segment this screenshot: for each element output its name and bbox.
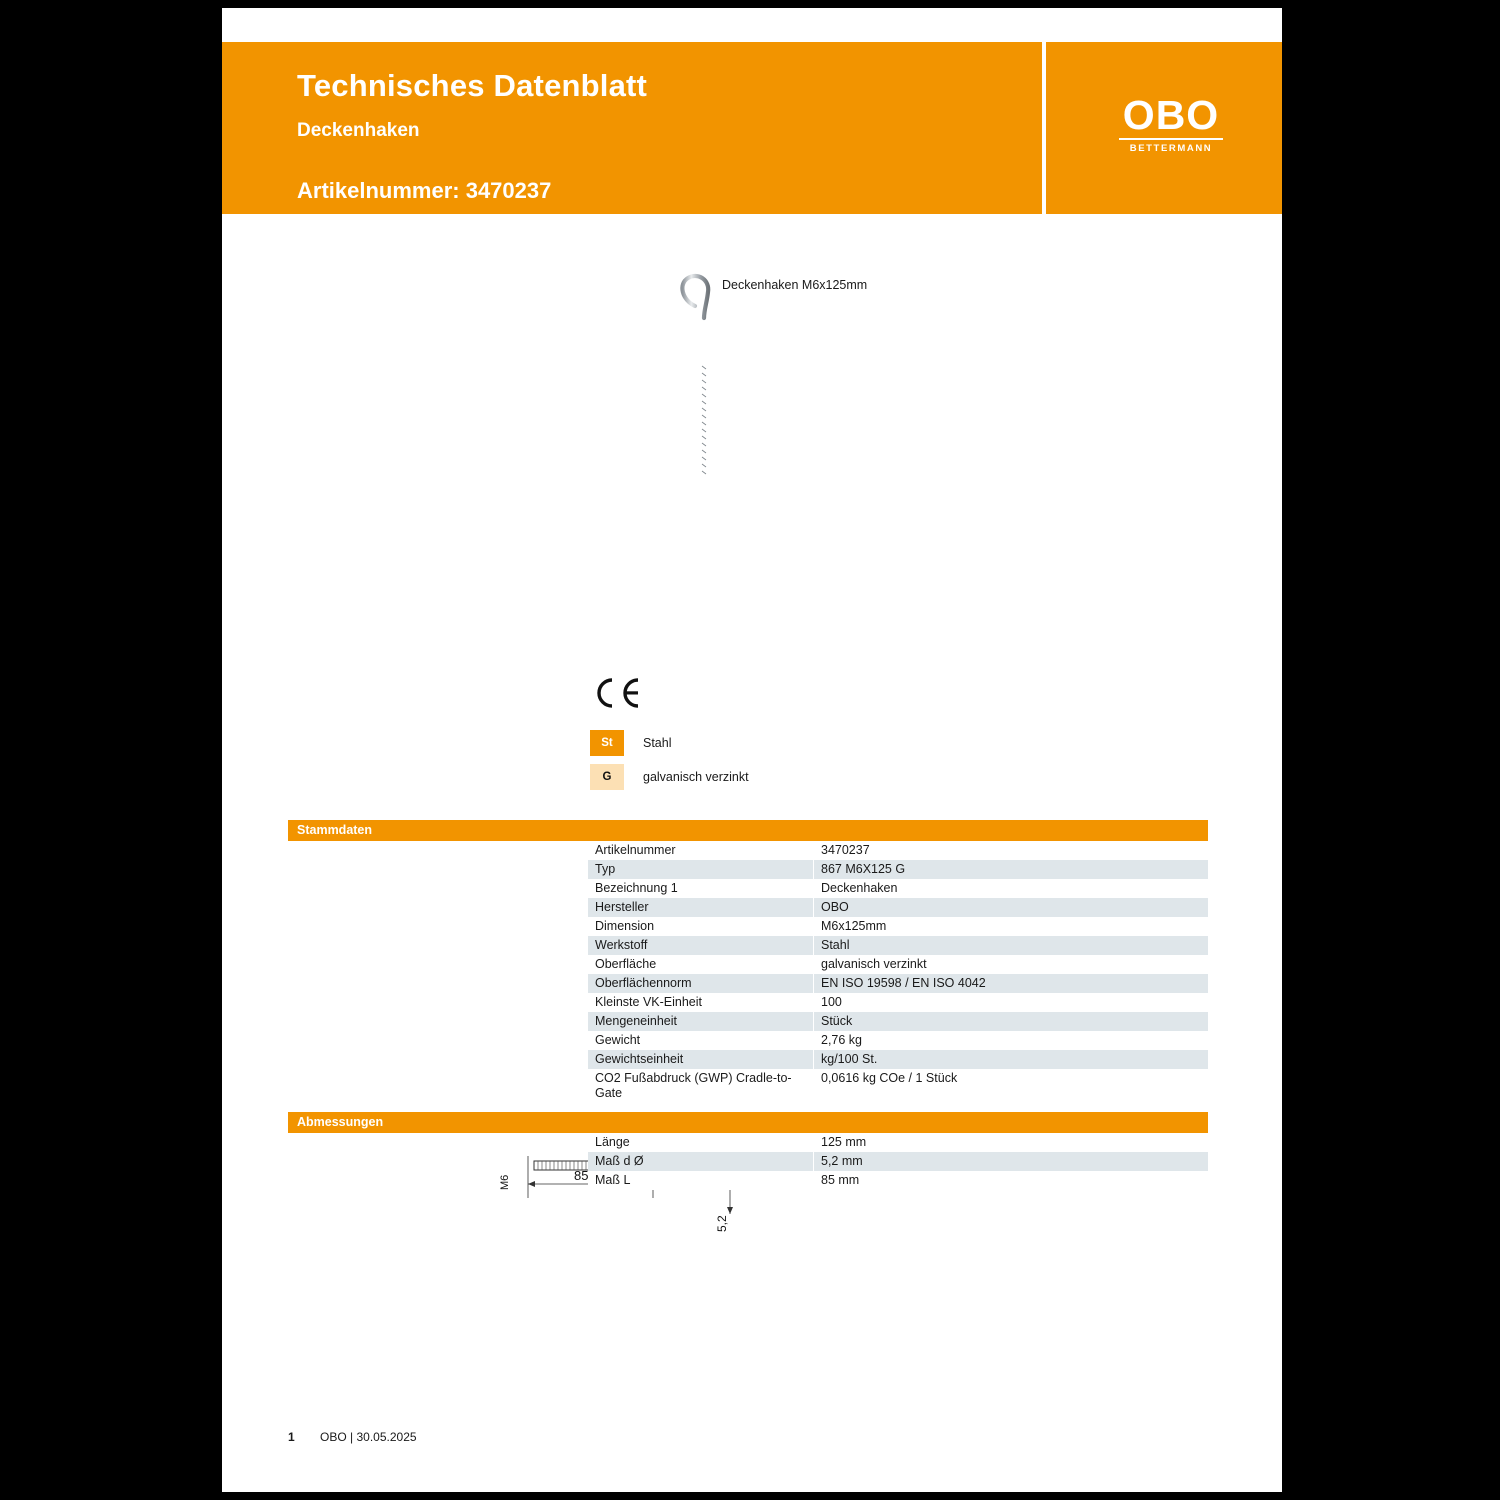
row-value: 0,0616 kg COe / 1 Stück (814, 1069, 1209, 1103)
row-value: EN ISO 19598 / EN ISO 4042 (814, 974, 1209, 993)
svg-text:85: 85 (574, 1168, 589, 1183)
section-header-abmessungen: Abmessungen (288, 1112, 1208, 1133)
table-row (588, 898, 1208, 917)
surface-badge-g-label: galvanisch verzinkt (643, 770, 749, 784)
row-key: CO2 Fußabdruck (GWP) Cradle-to-Gate (588, 1069, 814, 1103)
footer-info: OBO | 30.05.2025 (320, 1430, 417, 1444)
row-value: 5,2 mm (814, 1152, 1209, 1171)
table-row (588, 1050, 1208, 1069)
logo-divider (1119, 138, 1223, 140)
row-key: Mengeneinheit (588, 1012, 814, 1031)
row-key: Kleinste VK-Einheit (588, 993, 814, 1012)
row-key: Gewicht (588, 1031, 814, 1050)
row-key: Gewichtseinheit (588, 1050, 814, 1069)
table-row (588, 1171, 1208, 1190)
row-key: Länge (588, 1133, 814, 1152)
row-value: 3470237 (814, 841, 1209, 860)
row-value: Stück (814, 1012, 1209, 1031)
product-caption: Deckenhaken M6x125mm (722, 278, 868, 292)
page-number: 1 (288, 1430, 295, 1444)
table-row (588, 936, 1208, 955)
table-row (588, 1069, 1208, 1103)
row-value: OBO (814, 898, 1209, 917)
stammdaten-table (588, 841, 1208, 1103)
svg-text:M6: M6 (499, 1174, 511, 1190)
obo-logo (1116, 94, 1226, 154)
row-key: Maß d Ø (588, 1152, 814, 1171)
stammdaten-table-body (588, 841, 1208, 1103)
ce-mark-icon (590, 676, 650, 710)
row-value: 125 mm (814, 1133, 1209, 1152)
row-value: Stahl (814, 936, 1209, 955)
row-value: 867 M6X125 G (814, 860, 1209, 879)
ceiling-hook-photo (662, 270, 752, 500)
row-value: 85 mm (814, 1171, 1209, 1190)
logo-wordmark: OBO (1122, 92, 1220, 138)
logo-subtext: BETTERMANN (1129, 143, 1213, 154)
material-badge-st: St (590, 730, 624, 756)
table-row (588, 1133, 1208, 1152)
document-header (222, 42, 1282, 214)
table-row (588, 860, 1208, 879)
section-header-stammdaten: Stammdaten (288, 820, 1208, 841)
header-logo-band (1046, 42, 1282, 214)
row-value: Deckenhaken (814, 879, 1209, 898)
table-row (588, 879, 1208, 898)
abmessungen-table (588, 1133, 1208, 1190)
row-key: Artikelnummer (588, 841, 814, 860)
table-row (588, 917, 1208, 936)
table-row (588, 1152, 1208, 1171)
row-value: 100 (814, 993, 1209, 1012)
table-row (588, 841, 1208, 860)
row-value: M6x125mm (814, 917, 1209, 936)
row-key: Werkstoff (588, 936, 814, 955)
material-badge-st-label: Stahl (643, 736, 672, 750)
row-value: 2,76 kg (814, 1031, 1209, 1050)
article-number-title: Artikelnummer: 3470237 (297, 178, 552, 203)
row-key: Bezeichnung 1 (588, 879, 814, 898)
product-name-title: Deckenhaken (297, 120, 420, 141)
surface-badge-g: G (590, 764, 624, 790)
row-value: galvanisch verzinkt (814, 955, 1209, 974)
table-row (588, 1031, 1208, 1050)
table-row (588, 974, 1208, 993)
row-key: Dimension (588, 917, 814, 936)
row-key: Oberfläche (588, 955, 814, 974)
page-title: Technisches Datenblatt (297, 68, 648, 103)
row-key: Hersteller (588, 898, 814, 917)
table-row (588, 955, 1208, 974)
material-badge-row (590, 730, 672, 756)
table-row (588, 993, 1208, 1012)
row-key: Oberflächennorm (588, 974, 814, 993)
row-key: Maß L (588, 1171, 814, 1190)
abmessungen-table-body (588, 1133, 1208, 1190)
svg-text:5,2: 5,2 (715, 1215, 729, 1232)
document-page (222, 8, 1282, 1492)
table-row (588, 1012, 1208, 1031)
surface-badge-row (590, 764, 749, 790)
page-footer (288, 1430, 417, 1444)
row-value: kg/100 St. (814, 1050, 1209, 1069)
row-key: Typ (588, 860, 814, 879)
